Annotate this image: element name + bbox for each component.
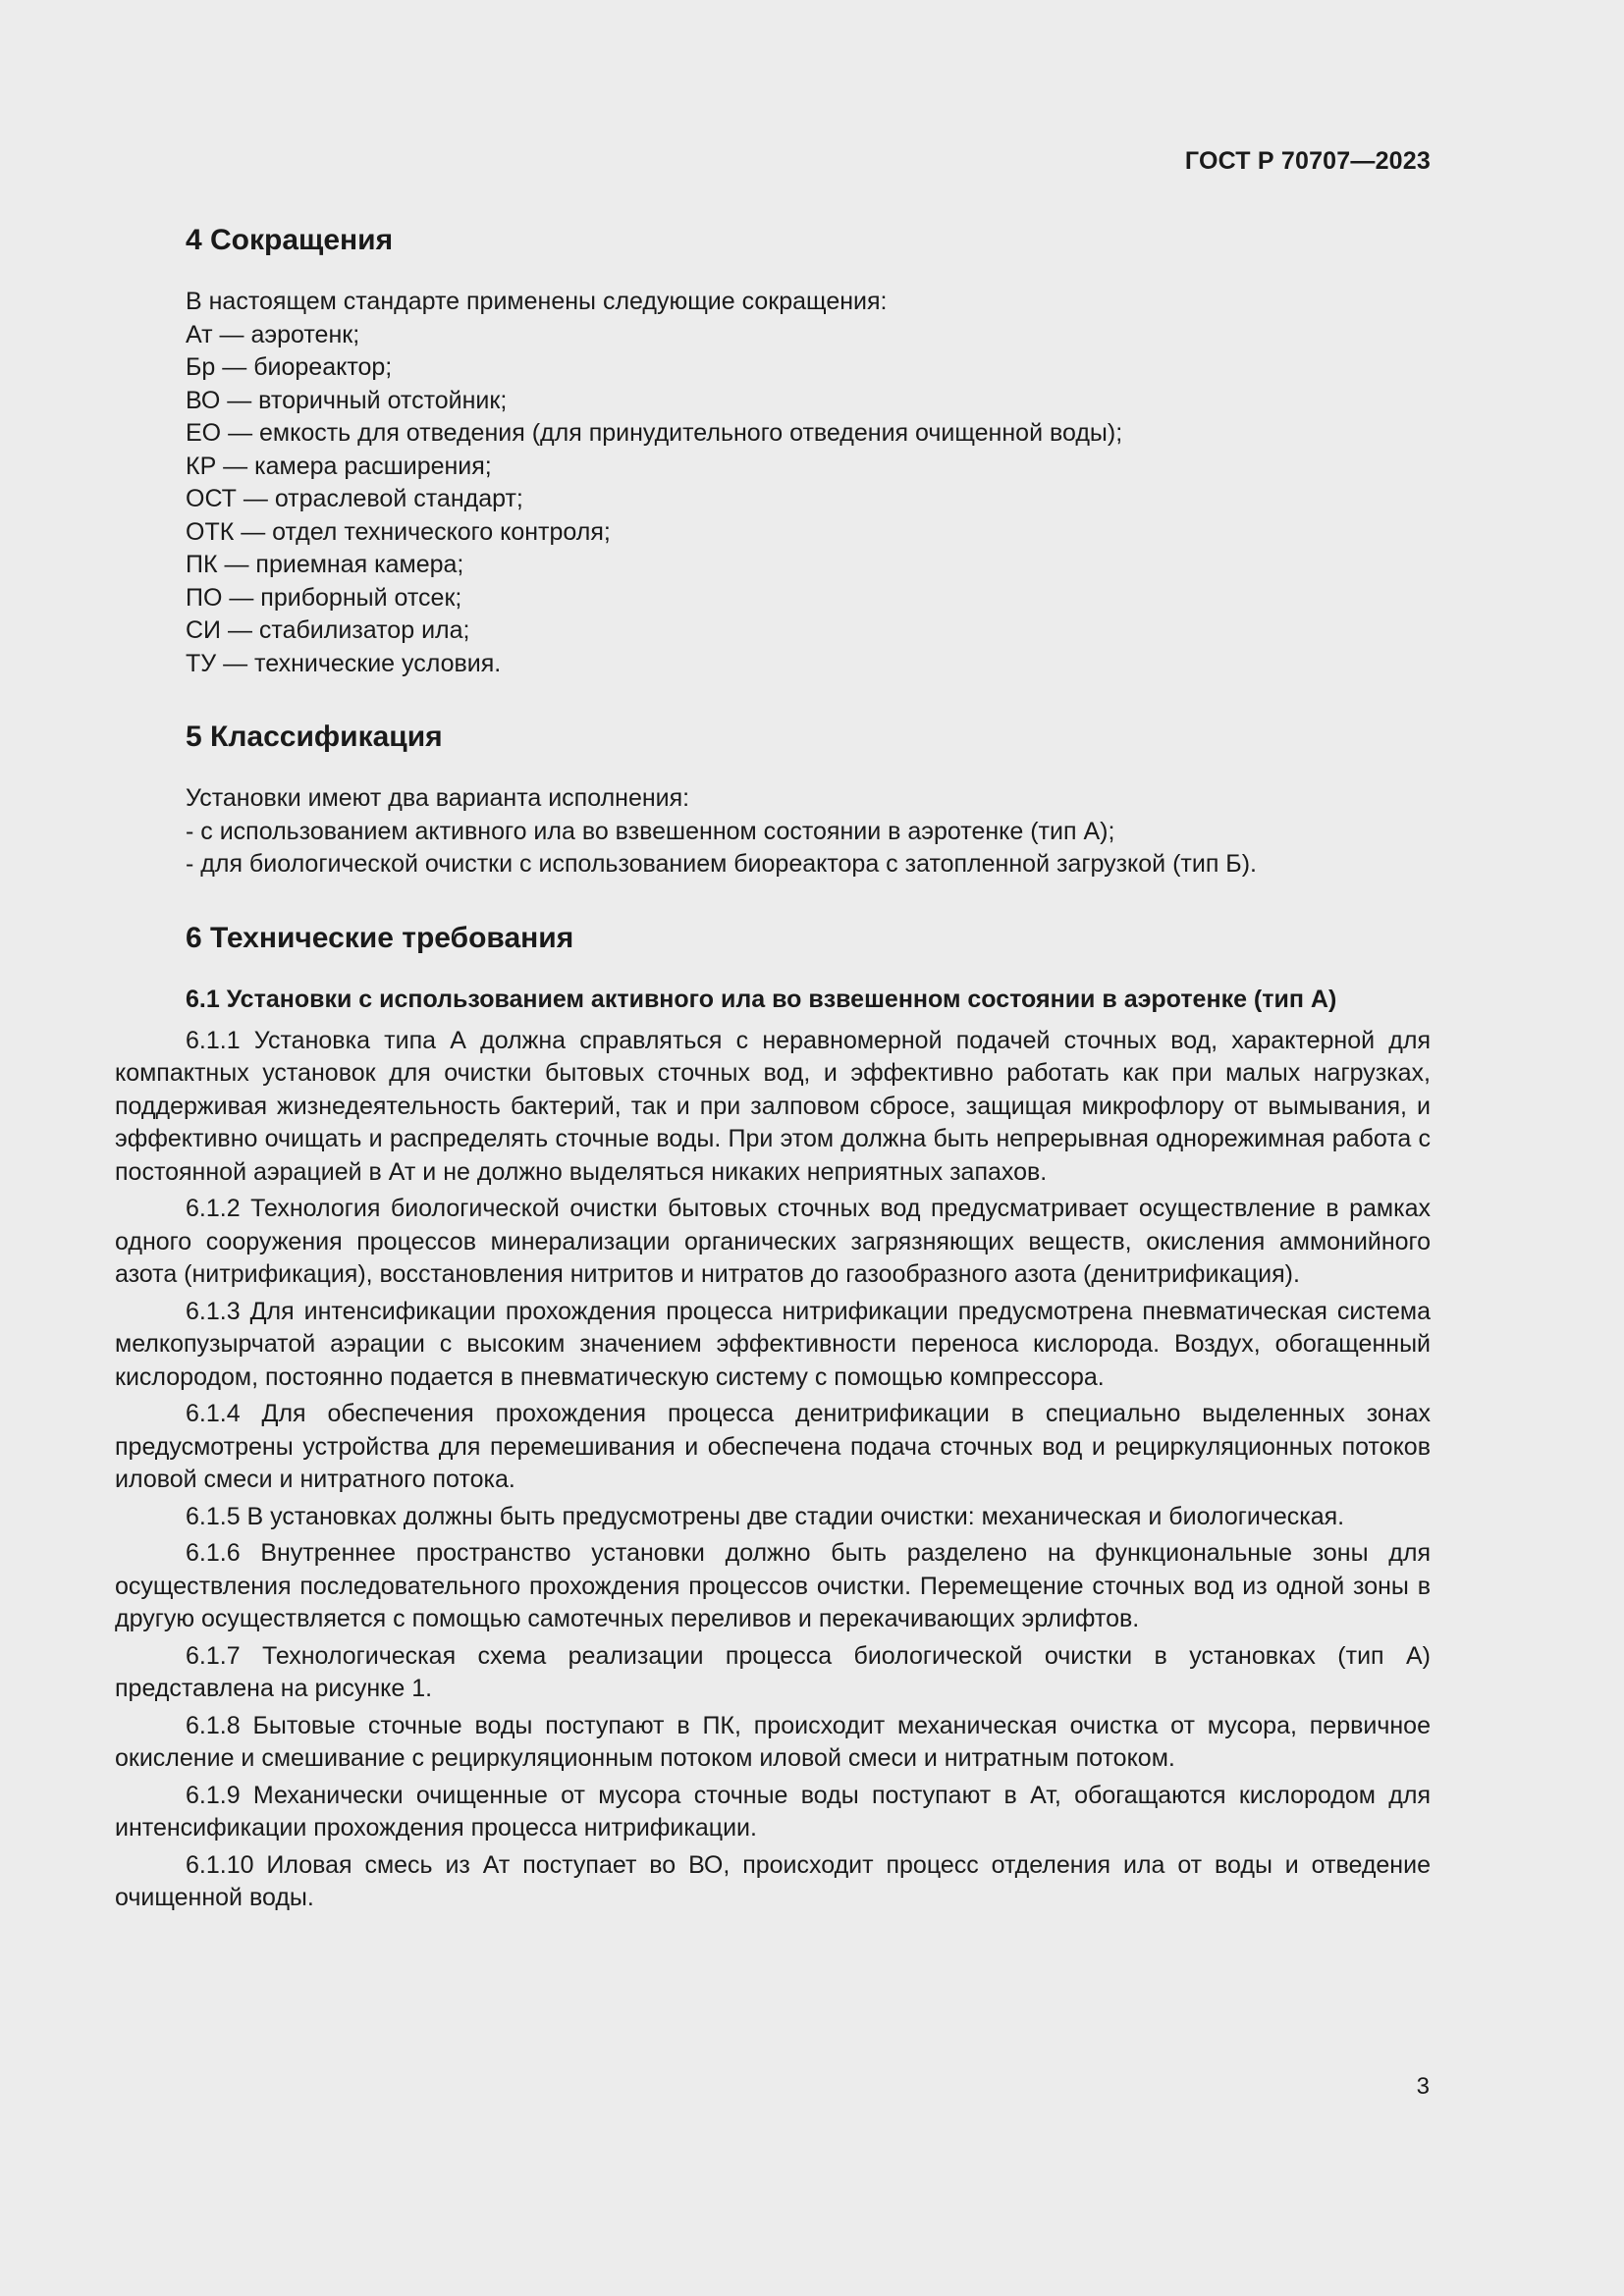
paragraph: 6.1.9 Механически очищенные от мусора сточные воды поступают в Ат, обогащаются кислородом для интенсификации прохождения процесса нитрификации. (115, 1781, 1431, 1842)
list-item: КР — камера расширения; (186, 452, 492, 480)
paragraph: 6.1.8 Бытовые сточные воды поступают в ПК, происходит механическая очистка от мусора, первичное окисление и смешивание с рециркуляционным потоком иловой смеси и нитратным потоком. (115, 1711, 1431, 1772)
paragraph: 6.1.4 Для обеспечения прохождения процесса денитрификации в специально выделенных зонах предусмотрены устройства для перемешивания и обеспечена подача сточных вод и рециркуляционных потоков иловой смеси и нитратного потока. (115, 1400, 1431, 1493)
section-intro: В настоящем стандарте применены следующие сокращения: (186, 288, 888, 315)
classification-list (186, 782, 1431, 881)
page-number: 3 (1416, 2073, 1430, 2100)
subsection-title: 6.1 Установки с использованием активного ила во взвешенном состоянии в аэротенке (тип А) (186, 985, 1337, 1013)
section-intro: Установки имеют два варианта исполнения: (186, 784, 690, 812)
list-item: ПО — приборный отсек; (186, 583, 462, 612)
list-item: ОТК — отдел технического контроля; (186, 517, 611, 546)
list-item: СИ — стабилизатор ила; (186, 616, 470, 644)
section-abbreviations (115, 221, 1431, 680)
list-item: Бр — биореактор; (186, 353, 393, 381)
paragraph: 6.1.2 Технология биологической очистки бытовых сточных вод предусматривает осуществление в рамках одного сооружения процессов минерализации органических загрязняющих веществ, окисления аммонийного азота (нитрификация), восстановления нитритов и нитратов до газообразного азота (денитрификация). (115, 1195, 1431, 1288)
paragraph: 6.1.10 Иловая смесь из Ат поступает во ВО, происходит процесс отделения ила от воды и отведение очищенной воды. (115, 1850, 1431, 1911)
list-item: ТУ — технические условия. (186, 649, 502, 677)
paragraph: 6.1.6 Внутреннее пространство установки должно быть разделено на функциональные зоны для осуществления последовательного прохождения процессов очистки. Перемещение сточных вод из одной зоны в другую осуществляется с помощью самотечных переливов и перекачивающих эрлифтов. (115, 1539, 1431, 1632)
document-body (115, 221, 1431, 1952)
document-code: ГОСТ Р 70707—2023 (1184, 147, 1431, 175)
list-item: Ат — аэротенк; (186, 320, 360, 348)
section-title: 4 Сокращения (186, 224, 394, 256)
abbreviations-list (186, 286, 1431, 680)
section-title: 6 Технические требования (186, 921, 574, 954)
section-title: 5 Классификация (186, 721, 443, 753)
list-item: - с использованием активного ила во взвешенном состоянии в аэротенке (тип А); (186, 817, 1115, 845)
list-item: ВО — вторичный отстойник; (186, 386, 508, 414)
list-item: ЕО — емкость для отведения (для принудительного отведения очищенной воды); (186, 419, 1123, 447)
list-item: ПК — приемная камера; (186, 551, 464, 578)
section-technical-requirements (115, 919, 1431, 1915)
list-item: ОСТ — отраслевой стандарт; (186, 485, 523, 512)
paragraph: 6.1.7 Технологическая схема реализации процесса биологической очистки в установках (тип А) представлена на рисунке 1. (115, 1641, 1431, 1702)
paragraph: 6.1.3 Для интенсификации прохождения процесса нитрификации предусмотрена пневматическая система мелкопузырчатой аэрации с высоким значением эффективности переноса кислорода. Воздух, обогащенный кислородом, постоянно подается в пневматическую систему с помощью компрессора. (115, 1297, 1431, 1391)
section-classification (115, 718, 1431, 881)
paragraph: 6.1.1 Установка типа А должна справляться с неравномерной подачей сточных вод, характерной для компактных установок для очистки бытовых сточных вод, и эффективно работать как при малых нагрузках, поддерживая жизнедеятельность бактерий, так и при залповом сбросе, защищая микрофлору от вымывания, и эффективно очищать и распределять сточные воды. При этом должна быть непрерывная однорежимная работа с постоянной аэрацией в Ат и не должно выделяться никаких неприятных запахов. (115, 1026, 1431, 1186)
list-item: - для биологической очистки с использованием биореактора с затопленной загрузкой (тип Б). (186, 850, 1257, 878)
paragraph: 6.1.5 В установках должны быть предусмотрены две стадии очистки: механическая и биологическая. (186, 1502, 1345, 1530)
